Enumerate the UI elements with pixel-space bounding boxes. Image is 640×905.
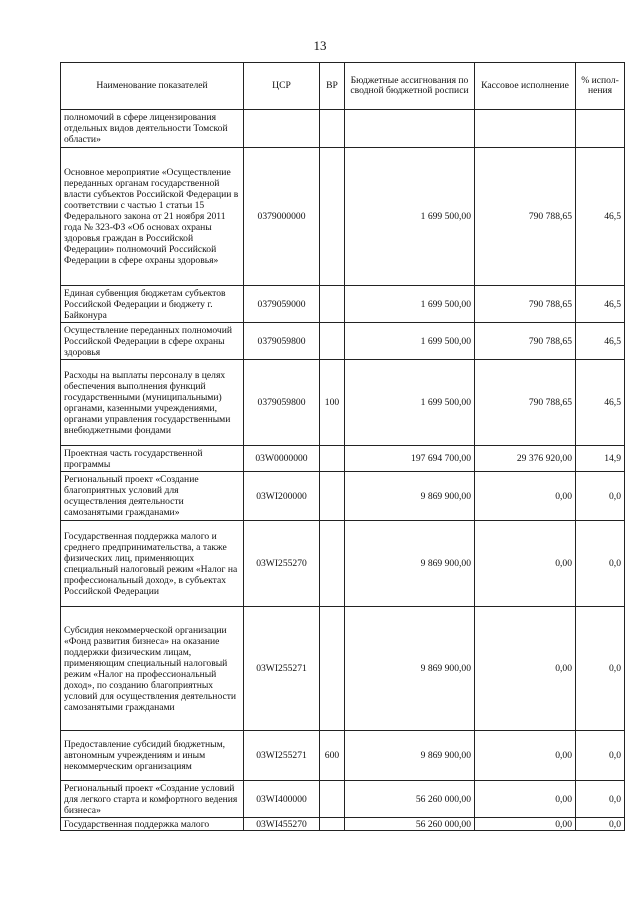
row-percent: 46,5 bbox=[576, 148, 625, 286]
row-cash: 0,00 bbox=[475, 521, 576, 607]
table-row bbox=[61, 731, 625, 781]
row-name: Субсидия некоммерческой организации «Фонд развития бизнеса» на оказание поддержки физическим лицам, применяющим специальный налоговый режим «Налог на профессиональный доход», по созданию благоприятных условий для осуществления деятельности самозанятыми гражданами bbox=[61, 607, 244, 731]
header-percent: % испол-нения bbox=[576, 63, 625, 110]
row-percent: 14,9 bbox=[576, 446, 625, 472]
table-row bbox=[61, 446, 625, 472]
row-csr: 03WI400000 bbox=[244, 781, 320, 818]
header-csr: ЦСР bbox=[244, 63, 320, 110]
row-vr bbox=[320, 818, 345, 831]
row-budget: 9 869 900,00 bbox=[345, 731, 475, 781]
row-vr bbox=[320, 472, 345, 521]
row-percent: 0,0 bbox=[576, 818, 625, 831]
table-row bbox=[61, 472, 625, 521]
row-vr bbox=[320, 446, 345, 472]
row-percent: 0,0 bbox=[576, 781, 625, 818]
table-row bbox=[61, 781, 625, 818]
row-vr bbox=[320, 110, 345, 148]
table-row bbox=[61, 818, 625, 831]
row-vr bbox=[320, 521, 345, 607]
row-csr: 03WI455270 bbox=[244, 818, 320, 831]
table-header-row bbox=[61, 63, 625, 110]
table-row bbox=[61, 323, 625, 360]
row-percent: 0,0 bbox=[576, 731, 625, 781]
row-budget: 9 869 900,00 bbox=[345, 607, 475, 731]
row-csr: 03W0000000 bbox=[244, 446, 320, 472]
row-budget: 1 699 500,00 bbox=[345, 148, 475, 286]
page-number: 13 bbox=[313, 38, 327, 53]
row-name: Основное мероприятие «Осуществление переданных органам государственной власти субъектов Российской Федерации в соответствии с частью 1 статьи 15 Федерального закона от 21 ноября 2011 года № 323-ФЗ «Об основах охраны здоровья граждан в Российской Федерации» полномочий Российской Федерации в сфере охраны здоровья» bbox=[61, 148, 244, 286]
table-row bbox=[61, 286, 625, 323]
row-budget: 1 699 500,00 bbox=[345, 323, 475, 360]
row-percent: 0,0 bbox=[576, 472, 625, 521]
row-vr: 600 bbox=[320, 731, 345, 781]
row-cash: 790 788,65 bbox=[475, 360, 576, 446]
row-cash bbox=[475, 110, 576, 148]
header-name: Наименование показателей bbox=[61, 63, 244, 110]
row-csr: 0379000000 bbox=[244, 148, 320, 286]
header-budget: Бюджетные ассигнования по сводной бюджетной росписи bbox=[345, 63, 475, 110]
row-cash: 0,00 bbox=[475, 472, 576, 521]
header-cash: Кассовое исполнение bbox=[475, 63, 576, 110]
row-name: Проектная часть государственной программы bbox=[61, 446, 244, 472]
row-csr: 03WI200000 bbox=[244, 472, 320, 521]
row-csr: 0379059800 bbox=[244, 323, 320, 360]
row-name: Государственная поддержка малого и среднего предпринимательства, а также физических лиц, применяющих специальный налоговый режим «Налог на профессиональный доход», в субъектах Российской Федерации bbox=[61, 521, 244, 607]
row-name: Расходы на выплаты персоналу в целях обеспечения выполнения функций государственными (муниципальными) органами, казенными учреждениями, органами управления государственными внебюджетными фондами bbox=[61, 360, 244, 446]
row-cash: 0,00 bbox=[475, 731, 576, 781]
row-vr: 100 bbox=[320, 360, 345, 446]
row-csr: 03WI255271 bbox=[244, 607, 320, 731]
table-row bbox=[61, 360, 625, 446]
row-csr: 03WI255271 bbox=[244, 731, 320, 781]
row-vr bbox=[320, 148, 345, 286]
row-percent: 0,0 bbox=[576, 607, 625, 731]
table-row bbox=[61, 607, 625, 731]
row-vr bbox=[320, 781, 345, 818]
row-budget bbox=[345, 110, 475, 148]
row-budget: 1 699 500,00 bbox=[345, 360, 475, 446]
row-percent: 46,5 bbox=[576, 323, 625, 360]
table-row bbox=[61, 521, 625, 607]
row-cash: 29 376 920,00 bbox=[475, 446, 576, 472]
row-name: Государственная поддержка малого bbox=[61, 818, 244, 831]
table-row bbox=[61, 148, 625, 286]
header-vr: ВР bbox=[320, 63, 345, 110]
row-budget: 56 260 000,00 bbox=[345, 781, 475, 818]
row-name: Региональный проект «Создание условий для легкого старта и комфортного ведения бизнеса» bbox=[61, 781, 244, 818]
row-budget: 197 694 700,00 bbox=[345, 446, 475, 472]
row-cash: 790 788,65 bbox=[475, 286, 576, 323]
row-csr: 03WI255270 bbox=[244, 521, 320, 607]
row-cash: 790 788,65 bbox=[475, 323, 576, 360]
row-percent: 46,5 bbox=[576, 360, 625, 446]
budget-execution-table bbox=[60, 62, 625, 831]
row-name: Единая субвенция бюджетам субъектов Российской Федерации и бюджету г. Байконура bbox=[61, 286, 244, 323]
table-row bbox=[61, 110, 625, 148]
row-budget: 9 869 900,00 bbox=[345, 521, 475, 607]
row-name: Осуществление переданных полномочий Российской Федерации в сфере охраны здоровья bbox=[61, 323, 244, 360]
row-cash: 0,00 bbox=[475, 607, 576, 731]
row-cash: 790 788,65 bbox=[475, 148, 576, 286]
row-csr bbox=[244, 110, 320, 148]
row-cash: 0,00 bbox=[475, 818, 576, 831]
row-percent: 46,5 bbox=[576, 286, 625, 323]
row-vr bbox=[320, 323, 345, 360]
row-cash: 0,00 bbox=[475, 781, 576, 818]
row-name: Региональный проект «Создание благоприятных условий для осуществления деятельности самозанятыми гражданами» bbox=[61, 472, 244, 521]
row-vr bbox=[320, 607, 345, 731]
row-percent bbox=[576, 110, 625, 148]
row-budget: 9 869 900,00 bbox=[345, 472, 475, 521]
row-budget: 56 260 000,00 bbox=[345, 818, 475, 831]
row-percent: 0,0 bbox=[576, 521, 625, 607]
row-vr bbox=[320, 286, 345, 323]
row-csr: 0379059000 bbox=[244, 286, 320, 323]
row-csr: 0379059800 bbox=[244, 360, 320, 446]
row-budget: 1 699 500,00 bbox=[345, 286, 475, 323]
row-name: Предоставление субсидий бюджетным, автономным учреждениям и иным некоммерческим организациям bbox=[61, 731, 244, 781]
row-name: полномочий в сфере лицензирования отдельных видов деятельности Томской области» bbox=[61, 110, 244, 148]
